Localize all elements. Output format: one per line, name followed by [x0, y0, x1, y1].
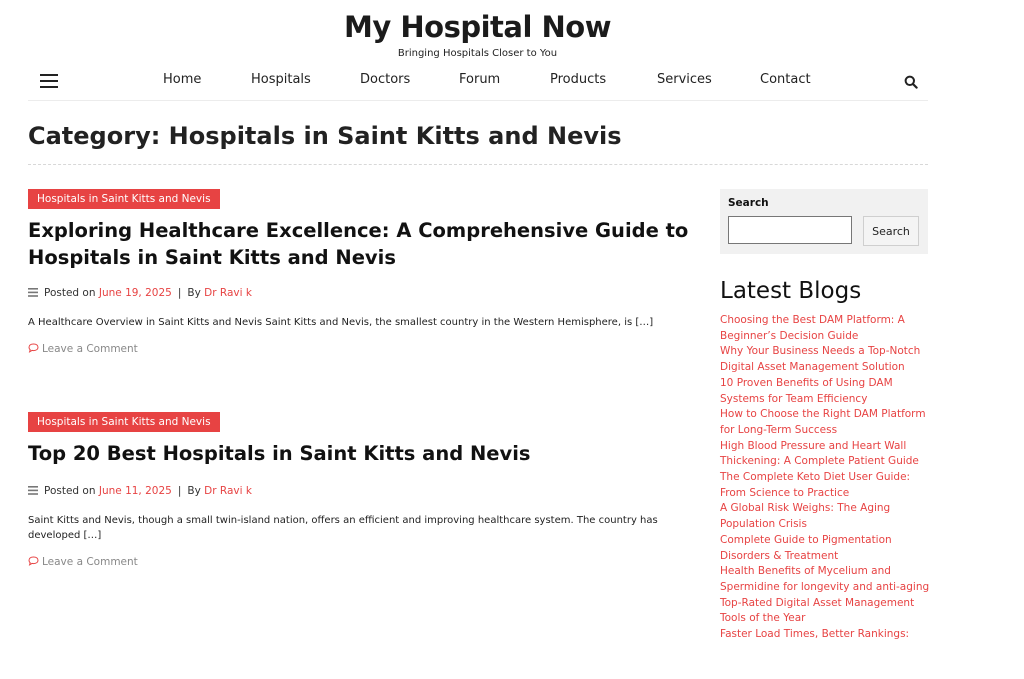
sidebar-search-input[interactable] — [728, 216, 852, 244]
title-divider — [28, 164, 928, 165]
search-widget — [720, 189, 928, 254]
latest-blog-link[interactable]: The Complete Keto Diet User Guide: From Science to Practice — [720, 471, 911, 499]
latest-blog-link[interactable]: A Global Risk Weighs: The Aging Population Crisis — [720, 502, 891, 531]
latest-blog-link[interactable]: Top-Rated Digital Asset Management Tools of the Year — [720, 596, 915, 625]
nav-item-services[interactable]: Services — [657, 72, 712, 87]
post-excerpt: A Healthcare Overview in Saint Kitts and Nevis Saint Kitts and Nevis, the smallest country in the Western Hemisphere, is […] — [28, 317, 654, 328]
post-excerpt: Saint Kitts and Nevis, though a small twin-island nation, offers an efficient and improving healthcare system. The country has developed […] — [28, 515, 658, 541]
author-link[interactable]: Dr Ravi k — [204, 287, 252, 299]
latest-blog-link[interactable]: Complete Guide to Pigmentation Disorders & Treatment — [720, 533, 892, 562]
main-navigation — [28, 64, 928, 101]
page-title: Category: Hospitals in Saint Kitts and Nevis — [28, 122, 622, 150]
latest-blog-link[interactable]: High Blood Pressure and Heart Wall Thickening: A Complete Patient Guide — [720, 439, 919, 468]
latest-blogs-list — [720, 313, 932, 643]
post-meta — [28, 287, 252, 300]
author-link[interactable]: Dr Ravi k — [204, 485, 252, 497]
comment-icon — [28, 556, 39, 566]
list-icon — [28, 486, 38, 498]
latest-blog-link[interactable]: Health Benefits of Mycelium and Spermidine for longevity and anti-aging — [720, 565, 930, 593]
meta-separator: | — [177, 287, 182, 299]
category-badge[interactable]: Hospitals in Saint Kitts and Nevis — [28, 412, 220, 432]
leave-comment-label: Leave a Comment — [42, 343, 138, 355]
latest-blog-link[interactable]: How to Choose the Right DAM Platform for Long-Term Success — [720, 408, 926, 436]
nav-item-home[interactable]: Home — [163, 72, 202, 87]
site-tagline: Bringing Hospitals Closer to You — [397, 48, 558, 59]
nav-item-forum[interactable]: Forum — [459, 72, 501, 87]
nav-item-doctors[interactable]: Doctors — [360, 72, 411, 87]
latest-blog-link[interactable]: Why Your Business Needs a Top-Notch Digital Asset Management Solution — [720, 345, 921, 374]
sidebar-search-button[interactable]: Search — [863, 216, 919, 246]
post-title[interactable]: Exploring Healthcare Excellence: A Comprehensive Guide to Hospitals in Saint Kitts and Nevis — [28, 219, 689, 269]
leave-comment-link[interactable] — [28, 343, 138, 355]
site-title[interactable]: My Hospital Now — [344, 10, 611, 44]
latest-blog-link[interactable]: Choosing the Best DAM Platform: A Beginner’s Decision Guide — [720, 314, 905, 342]
latest-blog-link[interactable]: Faster Load Times, Better Rankings: — [720, 628, 910, 641]
nav-item-hospitals[interactable]: Hospitals — [251, 72, 311, 87]
by-label: By — [187, 287, 201, 299]
nav-item-products[interactable]: Products — [550, 72, 607, 87]
by-label: By — [187, 485, 201, 497]
hamburger-menu-icon[interactable] — [40, 74, 58, 88]
search-icon[interactable] — [904, 74, 918, 88]
leave-comment-link[interactable] — [28, 556, 138, 568]
posted-on-label: Posted on — [44, 485, 96, 497]
category-badge[interactable]: Hospitals in Saint Kitts and Nevis — [28, 189, 220, 209]
latest-blogs-heading: Latest Blogs — [720, 278, 862, 304]
posted-on-label: Posted on — [44, 287, 96, 299]
post-meta — [28, 485, 252, 498]
search-widget-label: Search — [728, 197, 769, 209]
list-icon — [28, 288, 38, 300]
nav-item-contact[interactable]: Contact — [760, 72, 811, 87]
post-date-link[interactable]: June 19, 2025 — [98, 287, 172, 299]
post-title[interactable]: Top 20 Best Hospitals in Saint Kitts and Nevis — [28, 442, 531, 465]
leave-comment-label: Leave a Comment — [42, 556, 138, 568]
post-date-link[interactable]: June 11, 2025 — [98, 485, 172, 497]
meta-separator: | — [177, 485, 182, 497]
comment-icon — [28, 343, 39, 353]
latest-blog-link[interactable]: 10 Proven Benefits of Using DAM Systems for Team Efficiency — [720, 376, 893, 405]
